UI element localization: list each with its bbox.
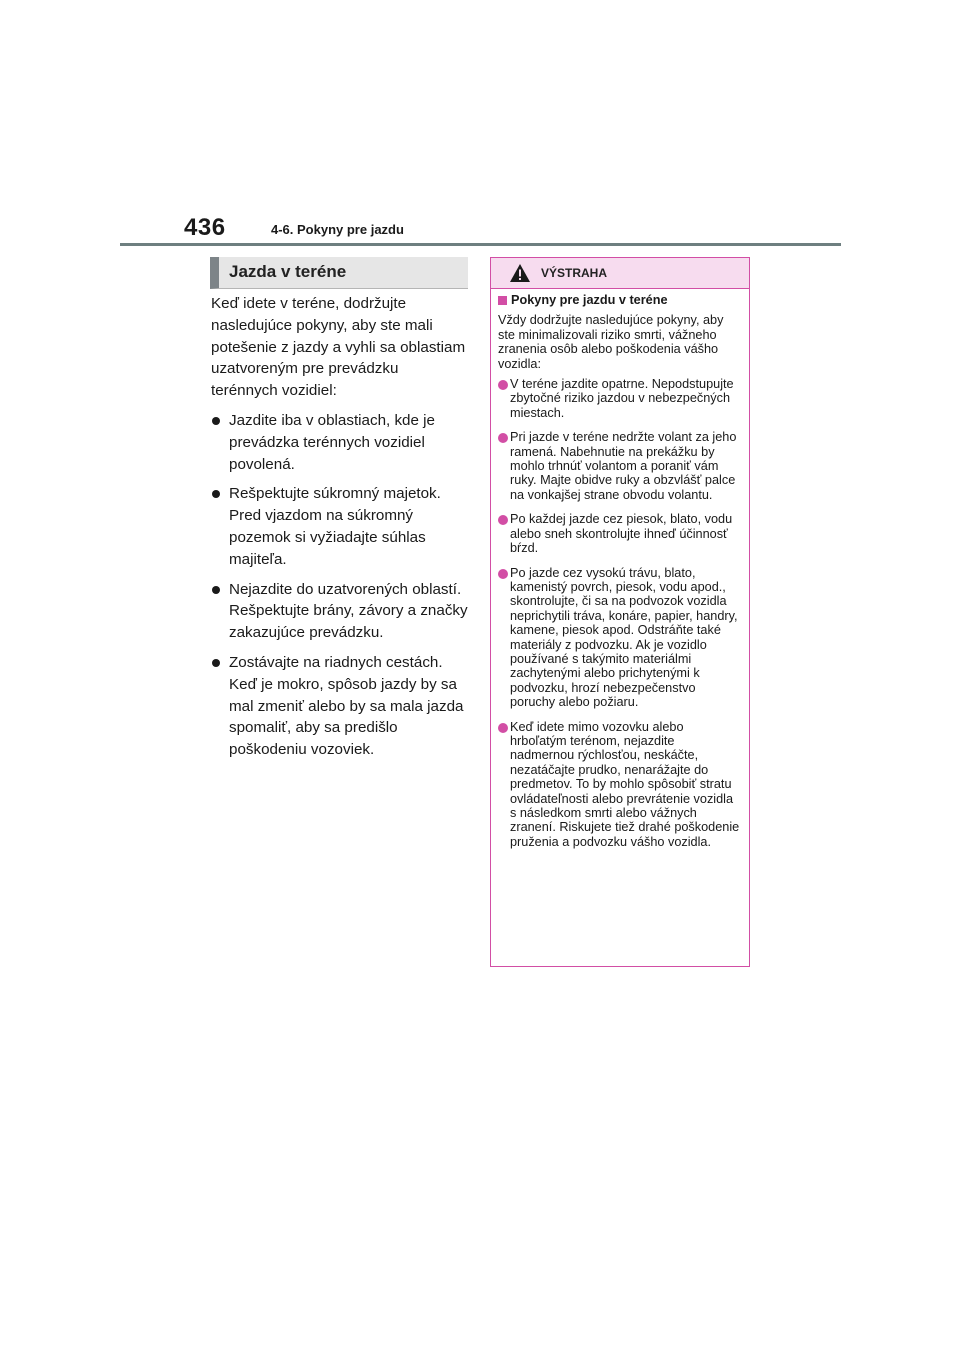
warning-label: VÝSTRAHA	[541, 266, 608, 280]
bullet-icon	[498, 569, 508, 579]
bullet-icon	[212, 586, 220, 594]
bullet-icon	[498, 515, 508, 525]
warning-subtitle	[498, 293, 741, 307]
page-number: 436	[184, 214, 226, 241]
bullet-icon	[498, 433, 508, 443]
list-item	[211, 410, 469, 475]
warning-item	[498, 377, 741, 420]
warning-item	[498, 720, 741, 850]
bullet-icon	[498, 723, 508, 733]
list-item-text: Jazdite iba v oblastiach, kde je prevádzka terénnych vozidiel povolená.	[229, 411, 435, 473]
section-header: 4-6. Pokyny pre jazdu	[271, 222, 404, 237]
list-item-text: Rešpektujte súkromný majetok. Pred vjazdom na súkromný pozemok si vyžiadajte súhlas majiteľa.	[229, 485, 441, 568]
warning-item	[498, 566, 741, 710]
warning-item-text: Po jazde cez vysokú trávu, blato, kamenistý povrch, piesok, vodu apod., skontrolujte, či sa na podvozok vozidla neprichytili tráva, konáre, papier, handry, kamene, piesok apod. Odstráňte také materiály z podvozku. Ak je vozidlo používané s takýmito materiálmi zachytenými alebo prichytenými k podvozku, hrozí nebezpečenstvo poruchy alebo požiaru.	[510, 565, 738, 710]
square-bullet-icon	[498, 296, 507, 305]
section-title-box	[210, 257, 468, 289]
warning-item-text: Po každej jazde cez piesok, blato, vodu alebo sneh skontrolujte ihneď účinnosť bŕzd.	[510, 512, 733, 556]
warning-item-text: V teréne jazdite opatrne. Nepodstupujte zbytočné riziko jazdou v nebezpečných miestach.	[510, 377, 734, 420]
offroad-body	[211, 293, 469, 769]
warning-item	[498, 430, 741, 502]
list-item-text: Zostávajte na riadnych cestách. Keď je mokro, spôsob jazdy by sa mal zmeniť alebo by sa mala jazda spomaliť, aby sa predišlo poškodeniu vozoviek.	[229, 653, 464, 759]
list-item-text: Nejazdite do uzatvorených oblastí. Rešpektujte brány, závory a značky zakazujúce prevádzku.	[229, 580, 468, 642]
list-item	[211, 483, 469, 570]
bullet-icon	[212, 490, 220, 498]
intro-paragraph: Keď idete v teréne, dodržujte nasledujúce pokyny, aby ste mali potešenie z jazdy a vyhli sa oblastiam uzatvoreným pre prevádzku terénnych vozidiel:	[211, 295, 466, 400]
warning-item	[498, 512, 741, 555]
warning-body	[491, 289, 749, 849]
warning-subtitle-text: Pokyny pre jazdu v teréne	[511, 293, 668, 307]
list-item	[211, 579, 469, 644]
warning-intro: Vždy dodržujte nasledujúce pokyny, aby ste minimalizovali riziko smrti, vážneho zranenia osôb alebo poškodenia vášho vozidla:	[498, 313, 724, 371]
list-item	[211, 652, 469, 761]
warning-item-text: Pri jazde v teréne nedržte volant za jeho ramená. Nabehnutie na prekážku by mohlo trhnúť volantom a poraniť vám ruky. Majte obidve ruky a obzvlášť palce na vonkajšej strane obvodu volantu.	[510, 430, 737, 502]
warning-triangle-icon	[509, 263, 531, 283]
warning-box	[490, 257, 750, 967]
warning-item-text: Keď idete mimo vozovku alebo hrboľatým terénom, nejazdite nadmernou rýchlosťou, neskáčte, nezatáčajte prudko, nenarážajte do predmetov. To by mohlo spôsobiť stratu ovládateľnosti alebo prevrátenie vozidla s následkom smrti alebo vážnych zranení. Riskujete tiež drahé poškodenie pruženia a podvozku vášho vozidla.	[510, 719, 740, 849]
bullet-icon	[498, 380, 508, 390]
section-title: Jazda v teréne	[229, 262, 347, 281]
header-rule	[120, 243, 841, 246]
bullet-icon	[212, 417, 220, 425]
bullet-icon	[212, 659, 220, 667]
warning-header	[491, 258, 749, 289]
